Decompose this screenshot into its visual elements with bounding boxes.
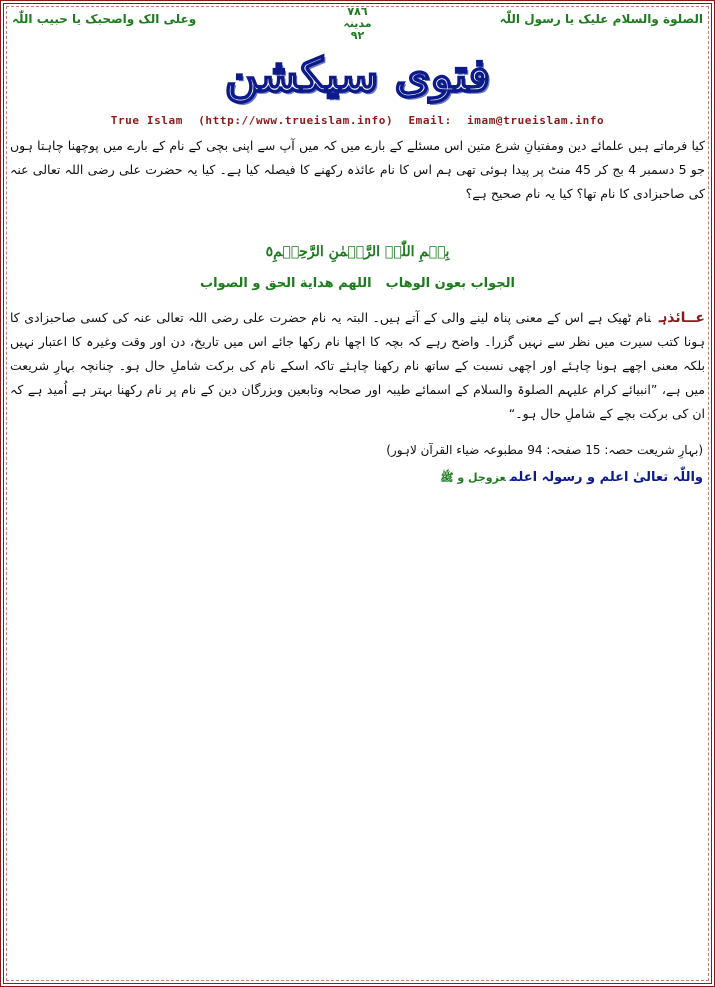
salutation-left: وعلی الک واصحبک یا حبیب اللّٰہ xyxy=(12,12,197,26)
emblem-number: ٧٨٦ xyxy=(347,5,368,18)
honorific-glyph: عزوجل و ﷺ xyxy=(440,471,506,484)
site-url-link[interactable]: (http://www.trueislam.info) xyxy=(198,114,394,127)
closing-text: واللّٰہ تعالیٰ اعلم و رسولہ اعلم xyxy=(509,470,703,485)
jawab-part2: اللهم هداية الحق و الصواب xyxy=(200,276,372,291)
answer-block xyxy=(10,306,705,426)
contact-line xyxy=(0,114,715,127)
answer-keyword: عــائذہ xyxy=(659,310,705,326)
jawab-heading xyxy=(0,276,715,291)
bismillah: بِسۡمِ اللّٰہِ الرَّحۡمٰنِ الرَّحِیۡمِ٥ xyxy=(265,244,450,260)
question-text: کیا فرماتے ہیں علمائے دین ومفتیانِ شرع متین اس مسئلے کے بارے میں کہ میں آپ سے اپنی بچی کے نام کے بارے میں پوچھنا چاہتا ہوں جو 5 دسمبر 4 بج کر 45 منٹ پر پیدا ہوئی تھی ہم اس کا نام عائذہ رکھنے کا فیصلہ کیا ہے۔ کیا یہ حضرت علی رضی اللہ تعالی عنہ کی صاحبزادی کا نام تھا؟ کیا یہ نام صحیح ہے؟ xyxy=(10,138,705,201)
email-label: Email: xyxy=(408,114,452,127)
emblem-year: ٩٢ xyxy=(350,29,365,42)
answer-text: نام ٹھیک ہے اس کے معنی پناہ لینے والی کے آتے ہیں۔ البتہ یہ نام حضرت علی رضی اللہ تعالی عنہ کی کسی صاحبزادی کا ہونا کتب سیرت میں نظر سے نہیں گزرا۔ واضح رہے کہ بچہ کا اچھا نام رکھا جائے اس میں تاریخ، دن اور وقت وغیرہ کا اعتبار نہیں بلکہ معنی اچھے ہونا چاہئے اور اچھی نسبت کے ساتھ نام رکھنا چاہئے تاکہ اسکے نام کی برکت شاملِ حال ہو۔ چنانچہ بہارِ شریعت میں ہے، ”انبیائے کرام علیہم الصلوۃ والسلام کے اسمائے طیبہ اور صحابہ وتابعین وبزرگان دین کے نام پر نام رکھنا بہتر ہے اُمید ہے کہ ان کی برکت بچے کے شاملِ حال ہو۔“ xyxy=(10,310,705,421)
closing-line xyxy=(440,470,703,487)
emblem-madina: مدینہ xyxy=(343,17,372,30)
reference-citation: (بہارِ شریعت حصہ: 15 صفحہ: 94 مطبوعہ ضیاء القرآن لاہور) xyxy=(386,443,703,457)
page-title: فتوی سیکشن xyxy=(224,48,491,102)
header-emblem xyxy=(300,6,415,42)
email-link[interactable]: imam@trueislam.info xyxy=(467,114,605,127)
salutation-right: الصلوة والسلام علیک یا رسول اللّٰہ xyxy=(499,12,703,26)
jawab-part1: الجواب بعون الوهاب xyxy=(385,276,515,291)
site-name: True Islam xyxy=(110,114,183,127)
